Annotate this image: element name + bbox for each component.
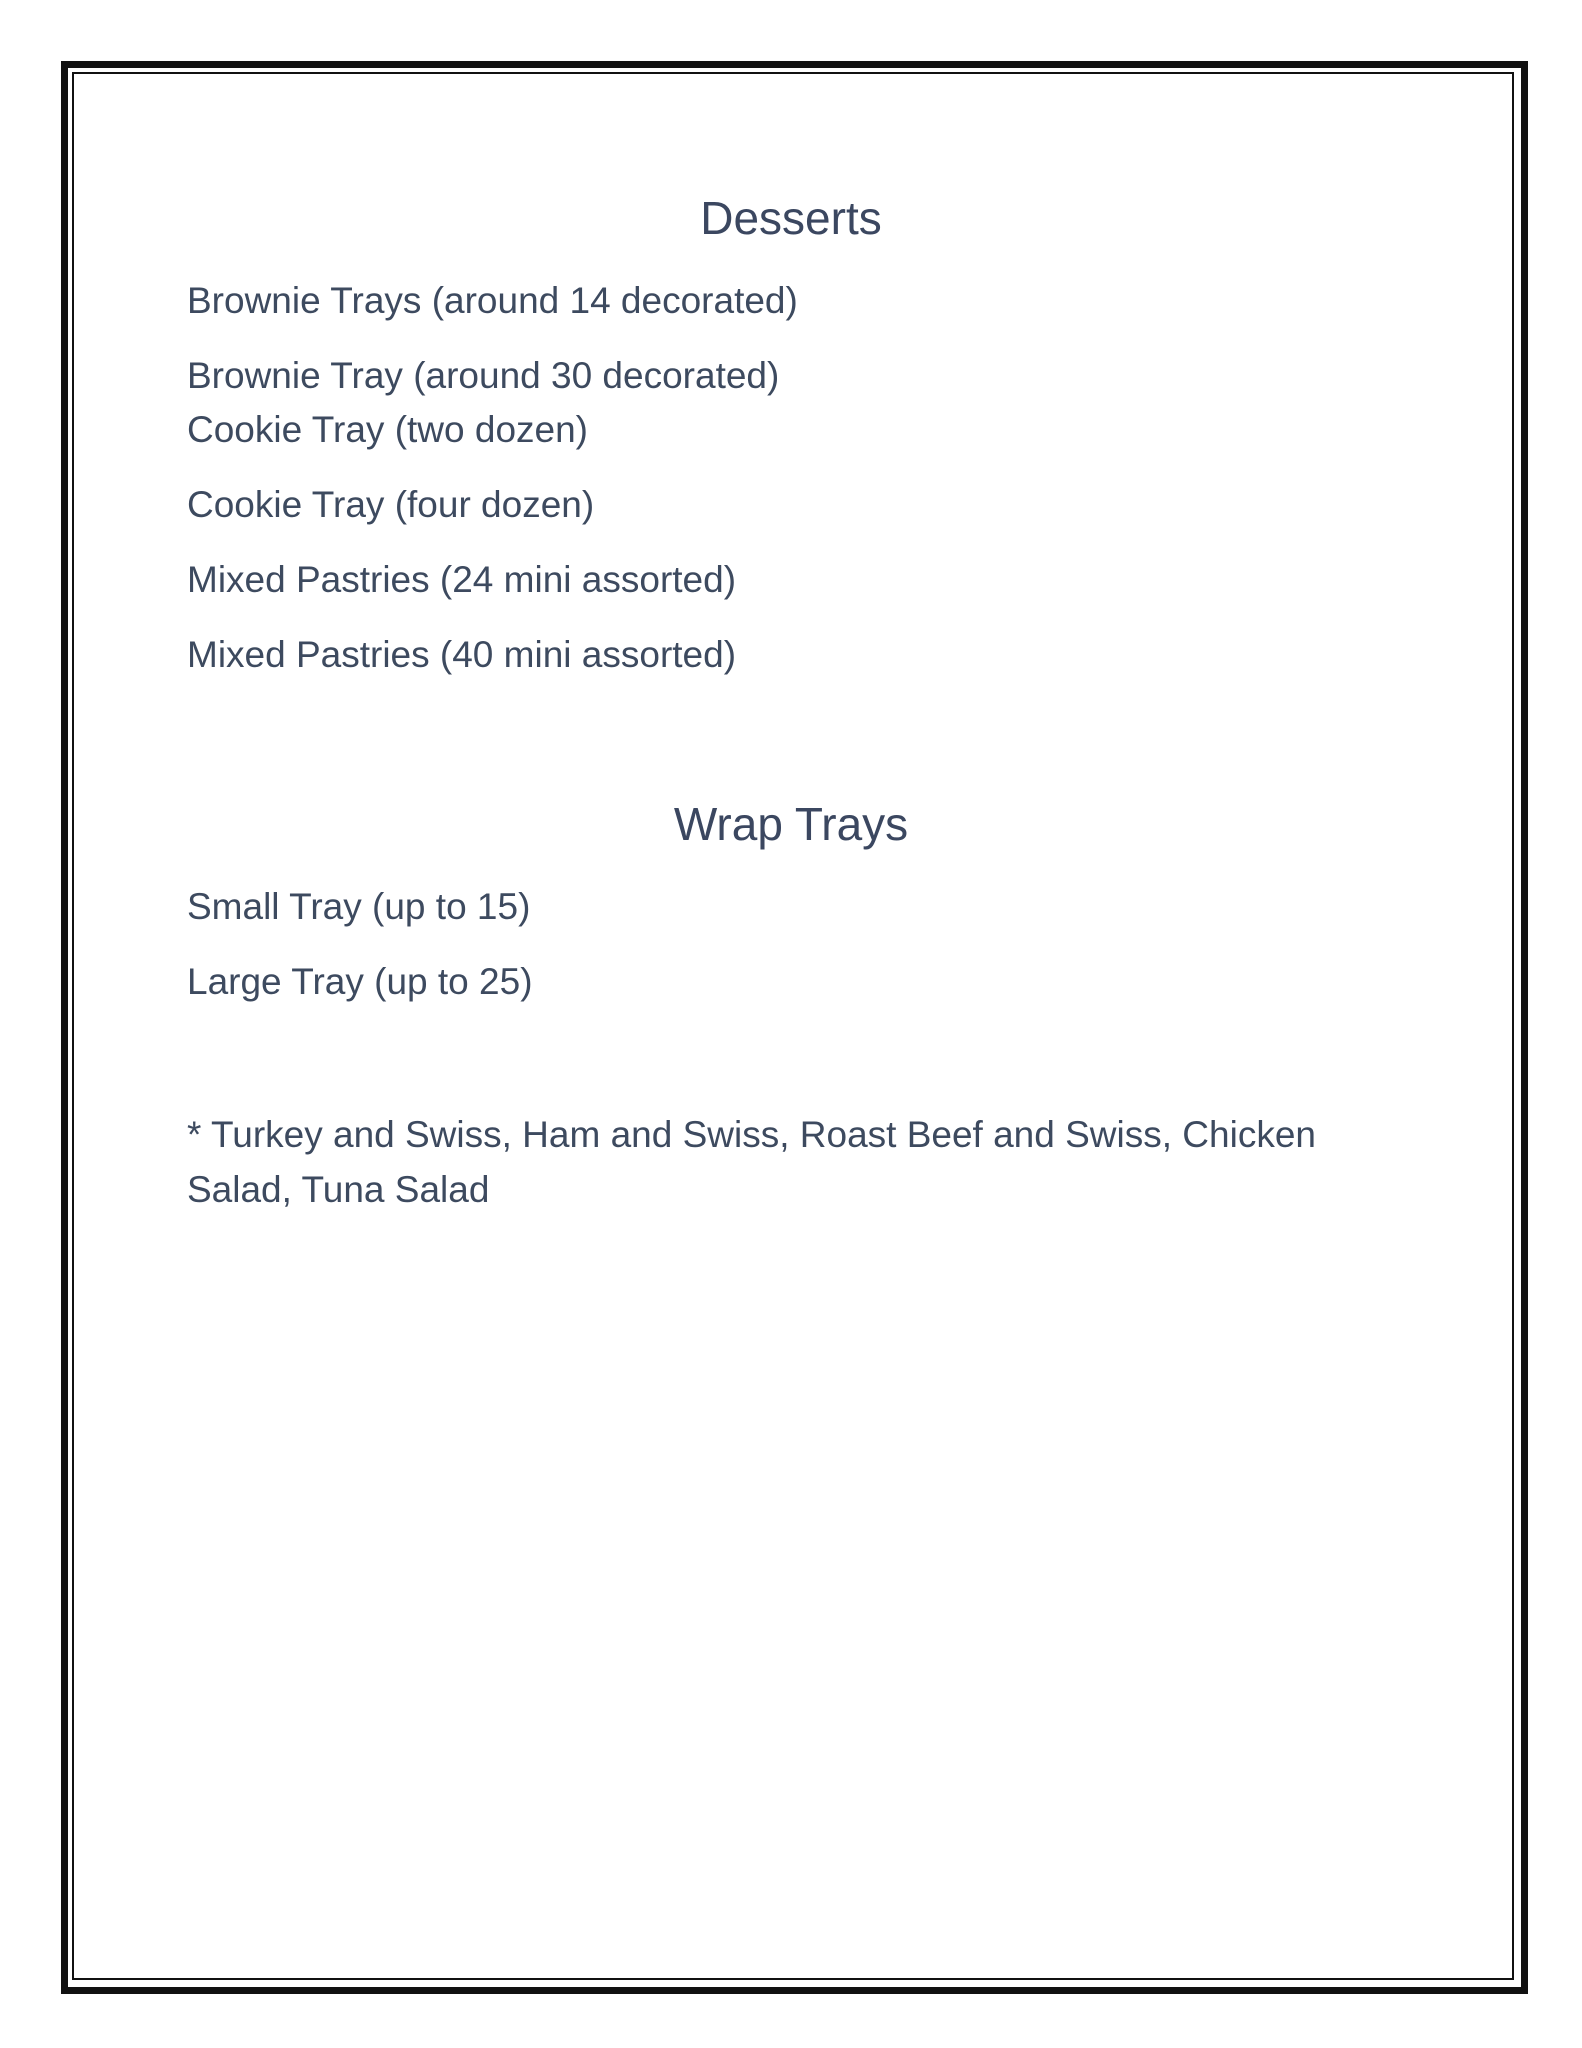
- dessert-item-brownie-14: Brownie Trays (around 14 decorated): [187, 280, 798, 321]
- dessert-item-cookie-four-dozen: Cookie Tray (four dozen): [187, 484, 595, 525]
- dessert-item-pastries-24: Mixed Pastries (24 mini assorted): [187, 559, 737, 600]
- wrap-item-large-tray: Large Tray (up to 25): [187, 961, 533, 1002]
- wrap-item-small-tray: Small Tray (up to 15): [187, 886, 531, 927]
- wrap-trays-heading: Wrap Trays: [673, 798, 909, 850]
- dessert-item-pastries-40: Mixed Pastries (40 mini assorted): [187, 634, 737, 675]
- dessert-item-brownie-30: Brownie Tray (around 30 decorated): [187, 355, 780, 396]
- dessert-item-cookie-two-dozen: Cookie Tray (two dozen): [187, 409, 589, 450]
- desserts-heading: Desserts: [700, 192, 882, 244]
- wrap-fillings-note: * Turkey and Swiss, Ham and Swiss, Roast Beef and Swiss, Chicken Salad, Tuna Salad: [187, 1114, 1316, 1210]
